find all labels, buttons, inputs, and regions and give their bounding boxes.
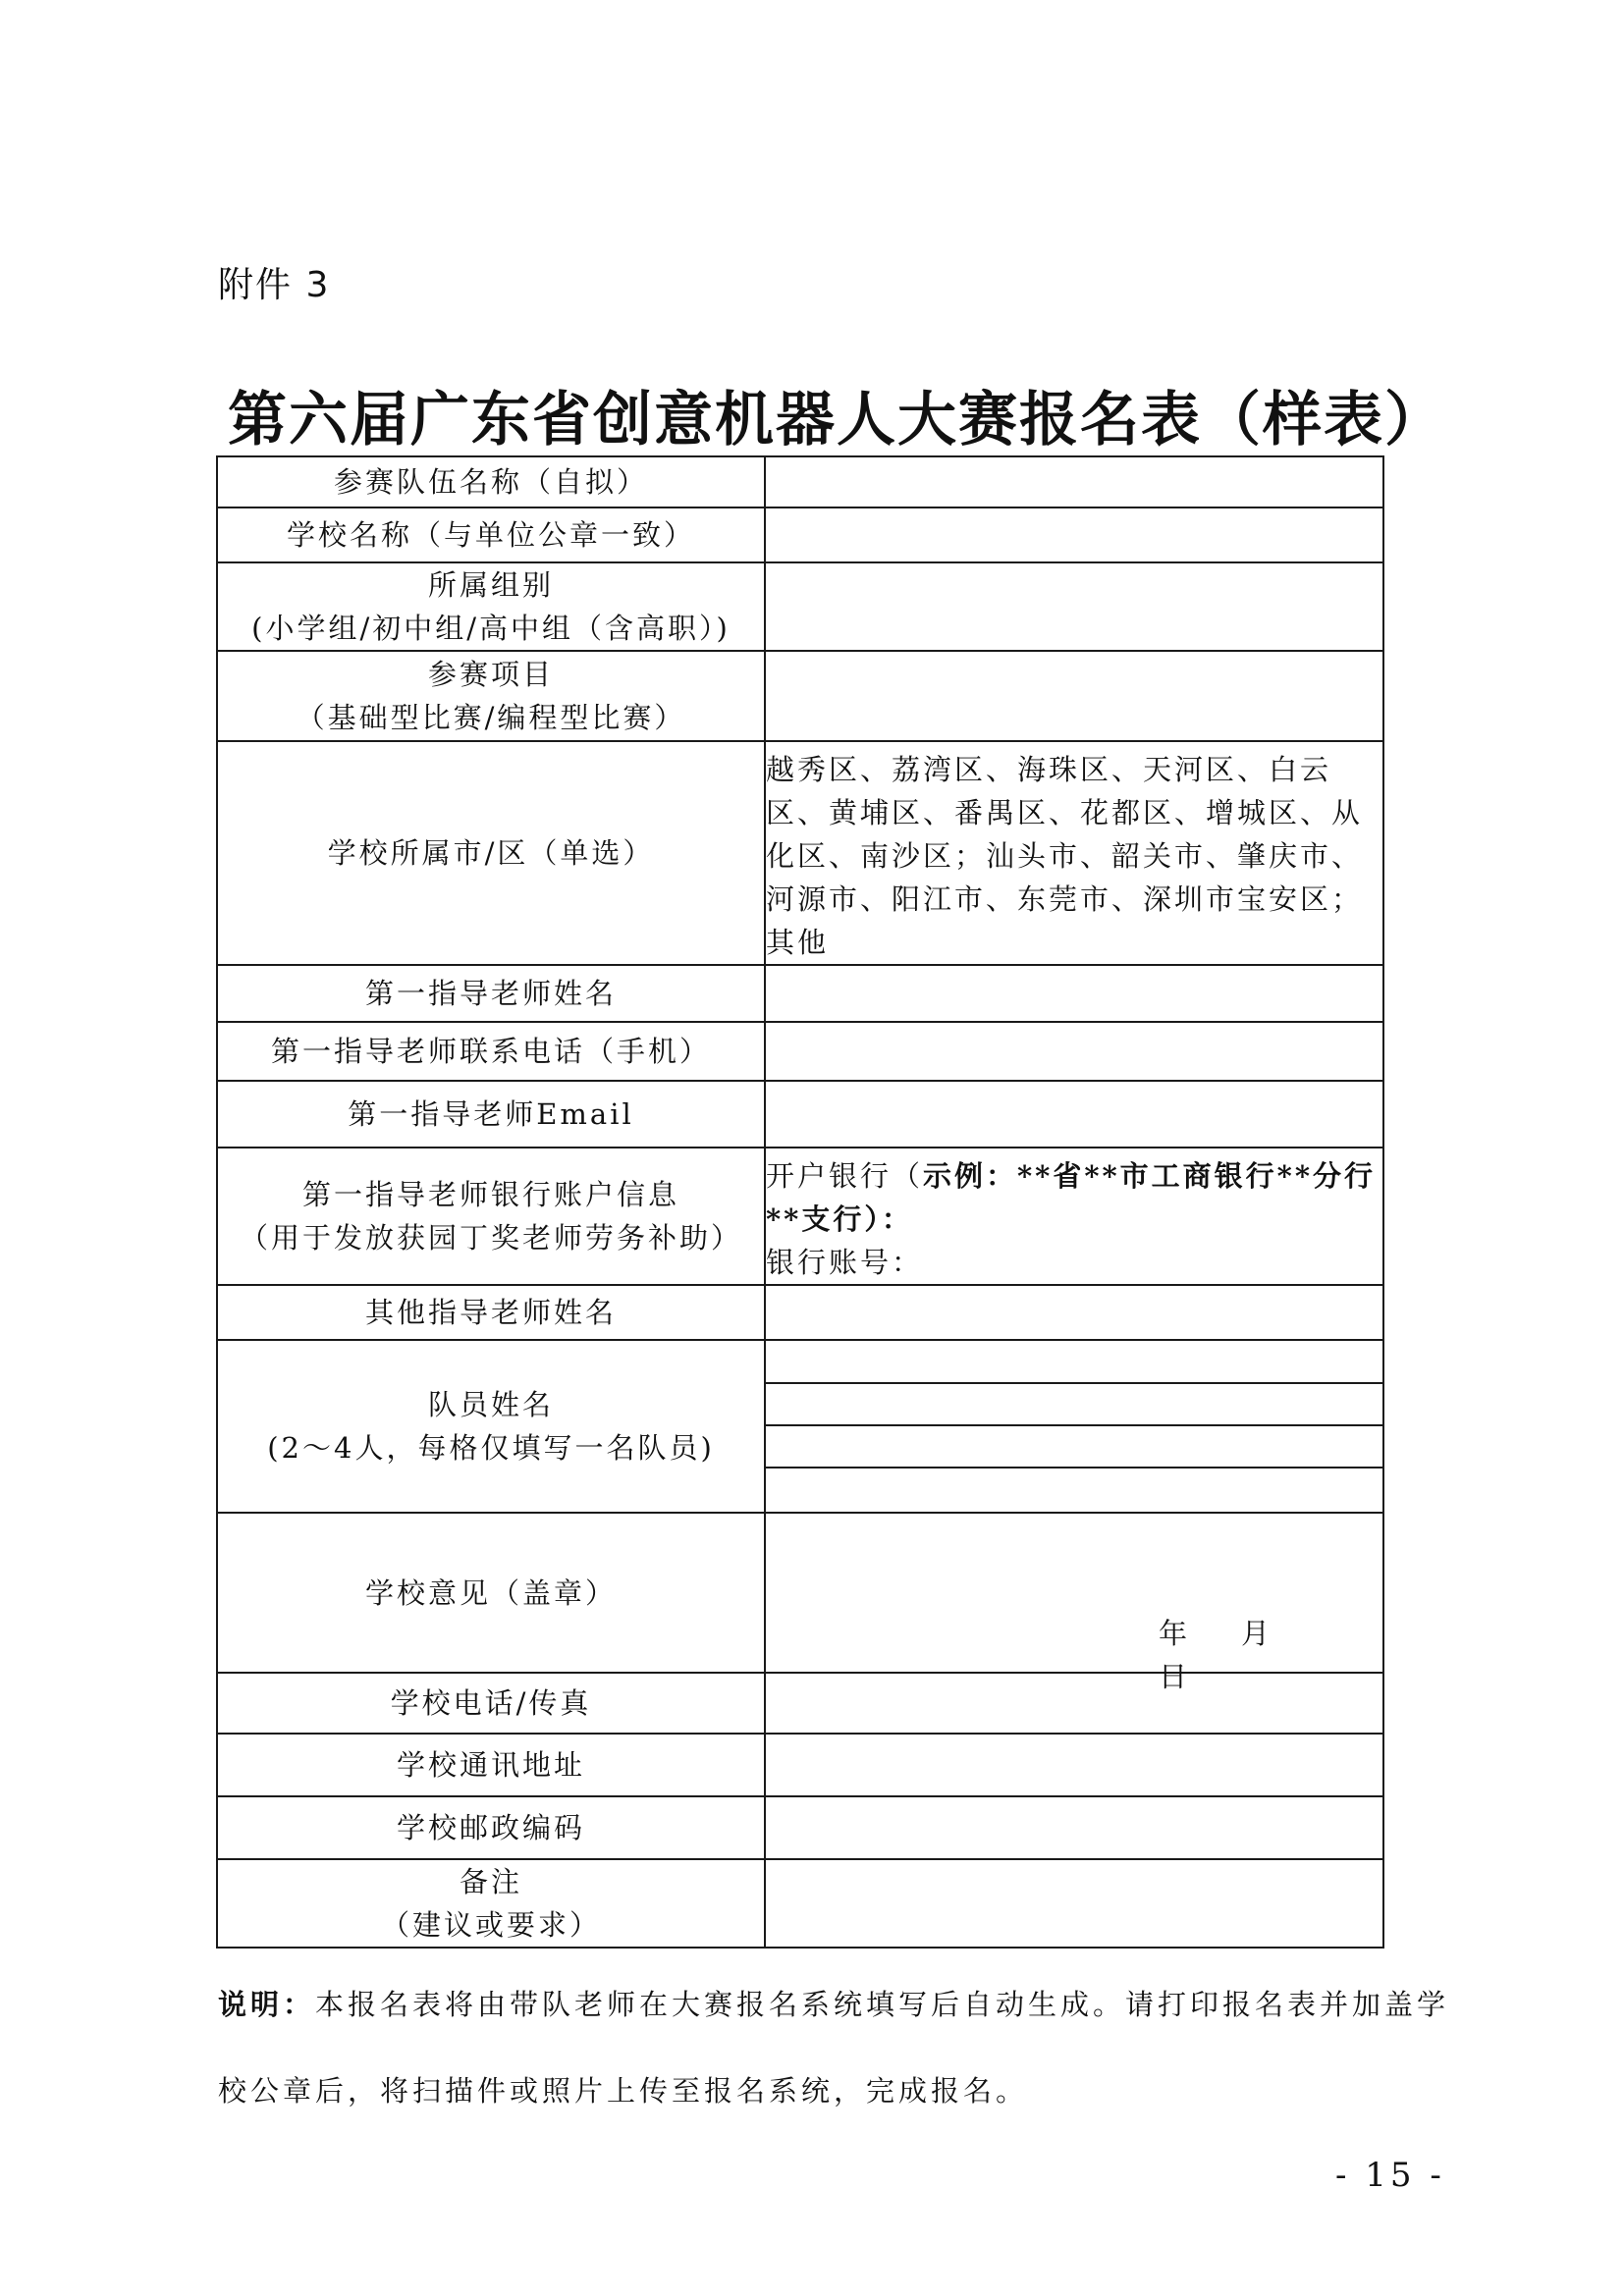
date-month: 月 — [1241, 1617, 1273, 1650]
project-label — [217, 651, 765, 741]
table-row — [217, 1734, 1383, 1796]
project-label-line2: （基础型比赛/编程型比赛） — [296, 701, 686, 734]
attachment-label: 附件 3 — [218, 265, 331, 305]
school-phone-label: 学校电话/传真 — [217, 1673, 765, 1734]
project-field[interactable] — [765, 651, 1383, 741]
teacher-name-field[interactable] — [765, 965, 1383, 1022]
group-label-line2: (小学组/初中组/高中组（含高职）) — [251, 612, 731, 645]
members-label — [217, 1340, 765, 1513]
table-row — [217, 507, 1383, 562]
school-opinion-label: 学校意见（盖章） — [217, 1513, 765, 1673]
other-teachers-field[interactable] — [765, 1285, 1383, 1340]
member-field-2[interactable] — [766, 1384, 1382, 1426]
school-name-field[interactable] — [765, 507, 1383, 562]
bank-info-label-line1: 第一指导老师银行账户信息 — [301, 1178, 679, 1211]
teacher-name-label: 第一指导老师姓名 — [217, 965, 765, 1022]
members-fields — [765, 1340, 1383, 1513]
remarks-label — [217, 1859, 765, 1948]
team-name-field[interactable] — [765, 456, 1383, 507]
seal-date — [1159, 1612, 1382, 1698]
district-label: 学校所属市/区（单选） — [217, 741, 765, 965]
bank-name-line — [766, 1154, 1382, 1241]
bank-info-field[interactable] — [765, 1148, 1383, 1285]
table-row — [217, 1022, 1383, 1081]
table-row — [217, 1513, 1383, 1673]
school-postcode-label: 学校邮政编码 — [217, 1796, 765, 1859]
school-postcode-field[interactable] — [765, 1796, 1383, 1859]
group-label — [217, 562, 765, 651]
table-row — [217, 741, 1383, 965]
group-field[interactable] — [765, 562, 1383, 651]
member-field-3[interactable] — [766, 1426, 1382, 1468]
other-teachers-label: 其他指导老师姓名 — [217, 1285, 765, 1340]
members-label-line1: 队员姓名 — [427, 1388, 554, 1421]
school-address-field[interactable] — [765, 1734, 1383, 1796]
table-row — [217, 1081, 1383, 1148]
table-row — [217, 562, 1383, 651]
page-number: - 15 - — [1335, 2156, 1445, 2195]
group-label-line1: 所属组别 — [427, 568, 554, 602]
school-address-label: 学校通讯地址 — [217, 1734, 765, 1796]
school-opinion-field[interactable] — [765, 1513, 1383, 1693]
members-label-line2: (2～4人，每格仅填写一名队员) — [267, 1431, 715, 1465]
registration-form-table — [216, 455, 1384, 1949]
date-year: 年 — [1159, 1617, 1191, 1650]
bank-name-prefix: 开户银行（ — [766, 1159, 924, 1193]
table-row — [217, 651, 1383, 741]
bank-account-line: 银行账号： — [766, 1246, 924, 1279]
bank-name-suffix: ）： — [864, 1202, 913, 1236]
date-day: 日 — [1159, 1660, 1191, 1693]
remarks-field[interactable] — [765, 1859, 1383, 1948]
table-row — [217, 1148, 1383, 1285]
project-label-line1: 参赛项目 — [427, 658, 554, 691]
page-title: 第六届广东省创意机器人大赛报名表（样表） — [228, 386, 1445, 454]
team-name-label: 参赛队伍名称（自拟） — [217, 456, 765, 507]
member-field-1[interactable] — [766, 1342, 1382, 1384]
remarks-label-line2: （建议或要求） — [380, 1908, 601, 1942]
remarks-label-line1: 备注 — [459, 1865, 522, 1898]
teacher-phone-label: 第一指导老师联系电话（手机） — [217, 1022, 765, 1081]
table-row — [217, 456, 1383, 507]
note-label: 说明： — [218, 1988, 316, 2021]
teacher-email-field[interactable] — [765, 1081, 1383, 1148]
table-row — [217, 1285, 1383, 1340]
teacher-email-label: 第一指导老师Email — [217, 1081, 765, 1148]
bank-info-label — [217, 1148, 765, 1285]
district-options[interactable]: 越秀区、荔湾区、海珠区、天河区、白云区、黄埔区、番禺区、花都区、增城区、从化区、南沙区；汕头市、韶关市、肇庆市、河源市、阳江市、东莞市、深圳市宝安区；其他 — [765, 741, 1383, 965]
member-field-4[interactable] — [766, 1468, 1382, 1511]
note-paragraph — [218, 1961, 1455, 2134]
bank-info-label-line2: （用于发放获园丁奖老师劳务补助） — [239, 1221, 742, 1255]
note-text: 本报名表将由带队老师在大赛报名系统填写后自动生成。请打印报名表并加盖学校公章后，将扫描件或照片上传至报名系统，完成报名。 — [218, 1988, 1450, 2108]
table-row — [217, 965, 1383, 1022]
table-row — [217, 1340, 1383, 1513]
teacher-phone-field[interactable] — [765, 1022, 1383, 1081]
table-row — [217, 1796, 1383, 1859]
bank-name-example: 示例：**省**市工商银行**分行**支行 — [766, 1159, 1377, 1236]
school-name-label: 学校名称（与单位公章一致） — [217, 507, 765, 562]
table-row — [217, 1859, 1383, 1948]
